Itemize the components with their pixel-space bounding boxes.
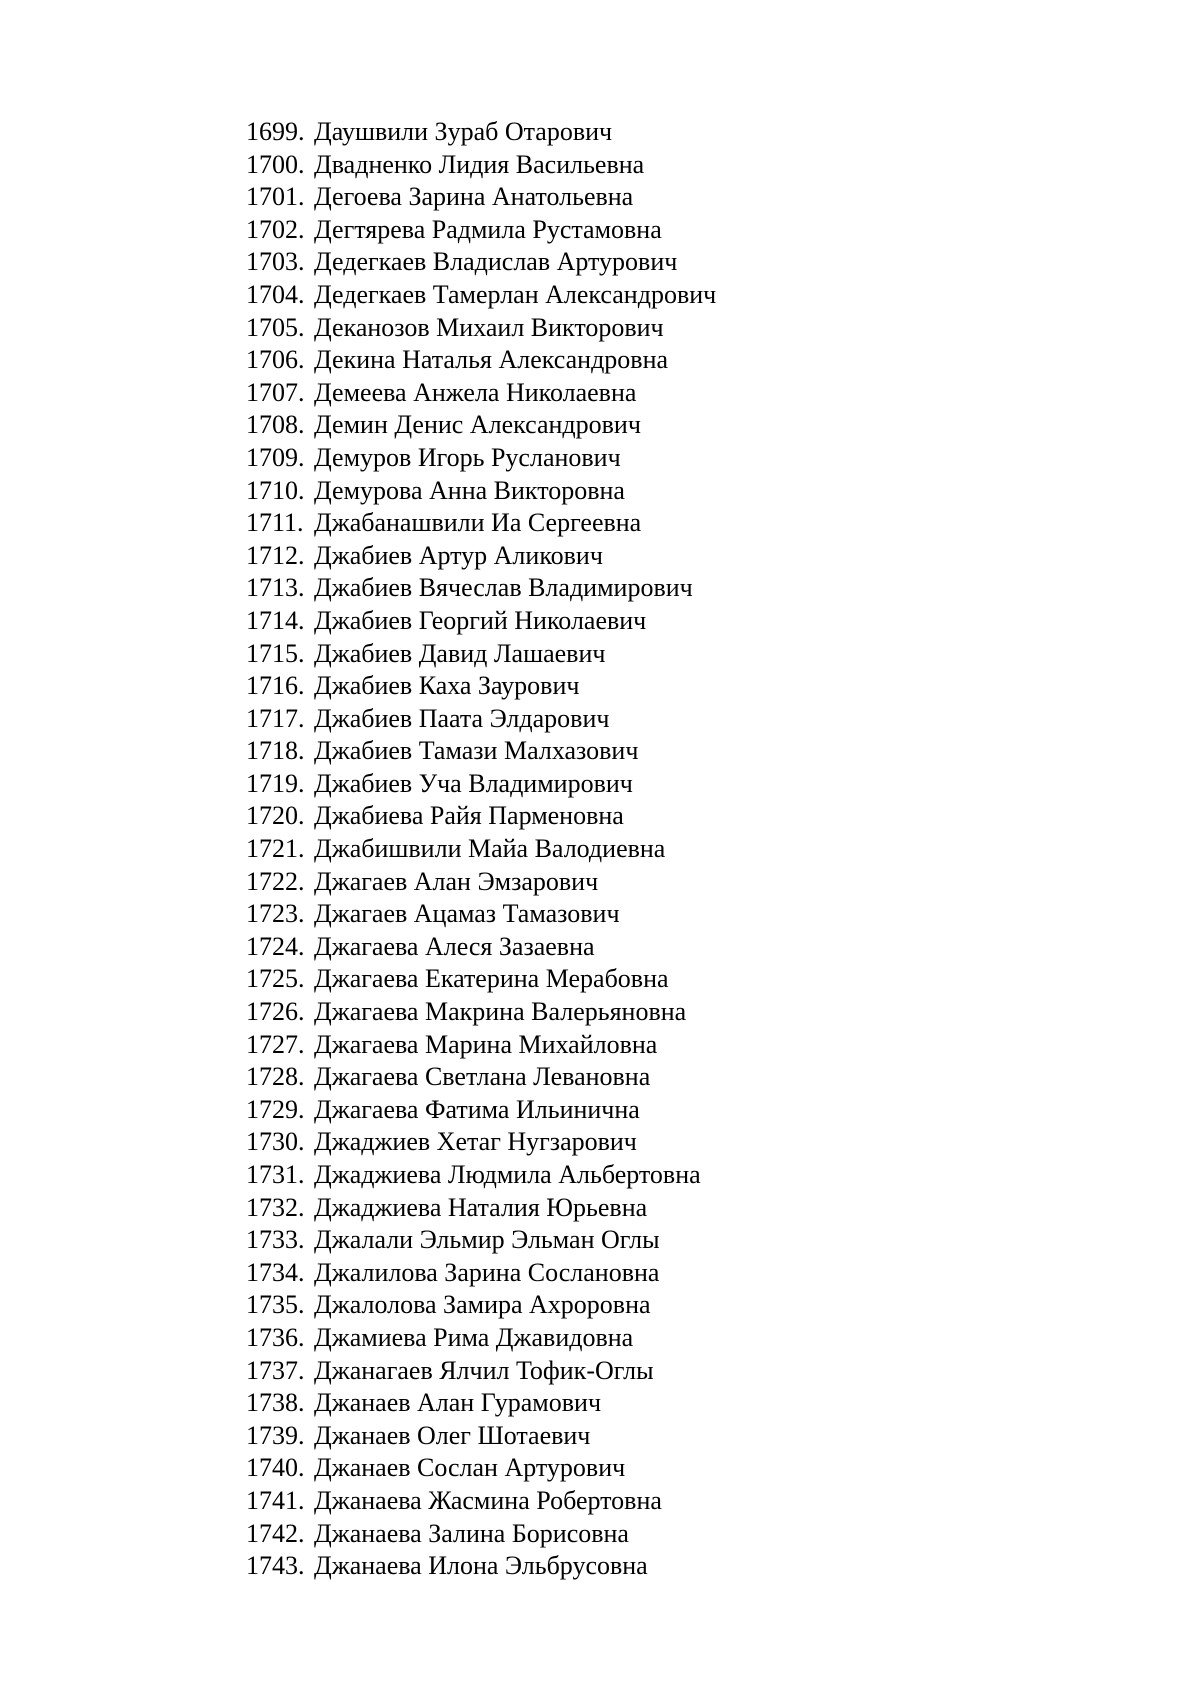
- entry-number: 1704.: [246, 279, 305, 309]
- entry-number: 1706.: [246, 345, 305, 375]
- entry-number: 1699.: [246, 117, 305, 146]
- list-item: [246, 963, 716, 996]
- list-item: [246, 1550, 716, 1583]
- list-item: [246, 181, 716, 214]
- entry-name: Дегоева Зарина Анатольевна: [314, 182, 634, 212]
- entry-name: Дегтярева Радмила Рустамовна: [314, 214, 662, 244]
- entry-name: Джабиев Каха Заурович: [314, 671, 580, 701]
- entry-name: Джабиев Уча Владимирович: [314, 768, 633, 798]
- list-item: [246, 735, 716, 768]
- entry-name: Джагаева Алеся Зазаевна: [314, 931, 595, 961]
- entry-number: 1733.: [246, 1225, 305, 1255]
- entry-name: Джалилова Зарина Сослановна: [314, 1257, 660, 1287]
- list-item: [246, 1094, 716, 1127]
- entry-name: Джалали Эльмир Эльман Оглы: [314, 1225, 660, 1255]
- entry-name: Джанаева Залина Борисовна: [314, 1518, 629, 1548]
- list-item: [246, 1322, 716, 1355]
- entry-number: 1736.: [246, 1322, 305, 1352]
- entry-name: Джабиев Тамази Малхазович: [314, 736, 639, 766]
- list-item: [246, 1257, 716, 1290]
- entry-number: 1715.: [246, 638, 305, 668]
- list-item: [246, 214, 716, 247]
- entry-name: Джаджиев Хетаг Нугзарович: [314, 1127, 637, 1157]
- list-item: [246, 1126, 716, 1159]
- entry-name: Джабиева Райя Парменовна: [314, 801, 624, 831]
- entry-number: 1705.: [246, 312, 305, 342]
- list-item: [246, 703, 716, 736]
- entry-number: 1741.: [246, 1485, 305, 1515]
- entry-name: Джабиев Паата Элдарович: [314, 703, 610, 733]
- entry-number: 1729.: [246, 1094, 305, 1124]
- entry-name: Джаджиева Людмила Альбертовна: [314, 1160, 701, 1189]
- list-item: [246, 670, 716, 703]
- entry-name: Джанаев Сослан Артурович: [314, 1453, 626, 1483]
- entry-name: Джанагаев Ялчил Тофик-Оглы: [314, 1355, 654, 1385]
- entry-number: 1742.: [246, 1518, 305, 1548]
- list-item: [246, 866, 716, 899]
- entry-number: 1722.: [246, 866, 305, 896]
- entry-number: 1708.: [246, 410, 305, 440]
- list-item: [246, 1192, 716, 1225]
- list-item: [246, 344, 716, 377]
- entry-name: Джабиев Георгий Николаевич: [314, 605, 647, 635]
- entry-number: 1724.: [246, 931, 305, 961]
- entry-number: 1702.: [246, 214, 305, 244]
- entry-name: Джагаева Макрина Валерьяновна: [314, 997, 687, 1027]
- entry-number: 1723.: [246, 899, 305, 929]
- list-item: [246, 800, 716, 833]
- entry-number: 1740.: [246, 1453, 305, 1483]
- entry-name: Джагаева Марина Михайловна: [314, 1029, 658, 1059]
- list-item: [246, 768, 716, 801]
- entry-number: 1700.: [246, 149, 305, 179]
- list-item: [246, 1420, 716, 1453]
- entry-number: 1713.: [246, 573, 305, 603]
- list-item: [246, 638, 716, 671]
- entry-name: Джаджиева Наталия Юрьевна: [314, 1192, 648, 1222]
- list-item: [246, 377, 716, 410]
- list-item: [246, 1452, 716, 1485]
- entry-name: Джагаева Светлана Левановна: [314, 1062, 651, 1092]
- entry-name: Даушвили Зураб Отарович: [314, 117, 613, 146]
- list-item: [246, 572, 716, 605]
- entry-number: 1718.: [246, 736, 305, 766]
- list-item: [246, 312, 716, 345]
- name-list: [246, 116, 716, 1583]
- entry-number: 1743.: [246, 1551, 305, 1581]
- entry-name: Джанаев Олег Шотаевич: [314, 1420, 591, 1450]
- list-item: [246, 116, 716, 149]
- entry-name: Демин Денис Александрович: [314, 410, 641, 440]
- list-item: [246, 1485, 716, 1518]
- list-item: [246, 1355, 716, 1388]
- entry-number: 1727.: [246, 1029, 305, 1059]
- entry-number: 1735.: [246, 1290, 305, 1320]
- list-item: [246, 442, 716, 475]
- list-item: [246, 149, 716, 182]
- list-item: [246, 279, 716, 312]
- entry-name: Двадненко Лидия Васильевна: [314, 149, 645, 179]
- entry-number: 1717.: [246, 703, 305, 733]
- entry-number: 1710.: [246, 475, 305, 505]
- entry-name: Джагаева Екатерина Мерабовна: [314, 964, 669, 994]
- list-item: [246, 931, 716, 964]
- entry-name: Джанаева Жасмина Робертовна: [314, 1485, 662, 1515]
- entry-name: Джанаев Алан Гурамович: [314, 1388, 602, 1418]
- entry-number: 1739.: [246, 1420, 305, 1450]
- entry-name: Джанаева Илона Эльбрусовна: [314, 1551, 648, 1581]
- entry-number: 1725.: [246, 964, 305, 994]
- entry-name: Демуров Игорь Русланович: [314, 442, 621, 472]
- entry-name: Декина Наталья Александровна: [314, 345, 669, 375]
- entry-number: 1701.: [246, 182, 305, 212]
- list-item: [246, 507, 716, 540]
- entry-name: Деканозов Михаил Викторович: [314, 312, 664, 342]
- entry-number: 1720.: [246, 801, 305, 831]
- list-item: [246, 898, 716, 931]
- list-item: [246, 1061, 716, 1094]
- list-item: [246, 1289, 716, 1322]
- entry-number: 1738.: [246, 1388, 305, 1418]
- entry-name: Джагаева Фатима Ильинична: [314, 1094, 640, 1124]
- list-item: [246, 540, 716, 573]
- entry-name: Джамиева Рима Джавидовна: [314, 1322, 634, 1352]
- entry-name: Дедегкаев Тамерлан Александрович: [314, 279, 717, 309]
- entry-number: 1730.: [246, 1127, 305, 1157]
- entry-name: Джагаев Ацамаз Тамазович: [314, 899, 620, 929]
- entry-name: Демеева Анжела Николаевна: [314, 377, 637, 407]
- entry-number: 1728.: [246, 1062, 305, 1092]
- entry-name: Джабиев Вячеслав Владимирович: [314, 573, 693, 603]
- entry-name: Джабишвили Майа Валодиевна: [314, 834, 666, 864]
- list-item: [246, 409, 716, 442]
- list-item: [246, 1224, 716, 1257]
- entry-name: Джалолова Замира Ахроровна: [314, 1290, 651, 1320]
- entry-name: Джабиев Артур Аликович: [314, 540, 603, 570]
- entry-number: 1711.: [246, 508, 304, 538]
- list-item: [246, 1159, 716, 1192]
- entry-number: 1703.: [246, 247, 305, 277]
- entry-number: 1709.: [246, 442, 305, 472]
- list-item: [246, 246, 716, 279]
- entry-name: Джабанашвили Иа Сергеевна: [314, 508, 642, 538]
- entry-number: 1719.: [246, 768, 305, 798]
- list-item: [246, 1518, 716, 1551]
- entry-name: Дедегкаев Владислав Артурович: [314, 247, 678, 277]
- entry-name: Джабиев Давид Лашаевич: [314, 638, 606, 668]
- entry-number: 1712.: [246, 540, 305, 570]
- entry-number: 1721.: [246, 834, 305, 864]
- entry-name: Демурова Анна Викторовна: [314, 475, 625, 505]
- entry-number: 1734.: [246, 1257, 305, 1287]
- list-item: [246, 833, 716, 866]
- entry-number: 1732.: [246, 1192, 305, 1222]
- entry-name: Джагаев Алан Эмзарович: [314, 866, 599, 896]
- list-item: [246, 996, 716, 1029]
- list-item: [246, 1029, 716, 1062]
- entry-number: 1707.: [246, 377, 305, 407]
- entry-number: 1714.: [246, 605, 305, 635]
- list-item: [246, 1387, 716, 1420]
- entry-number: 1716.: [246, 671, 305, 701]
- entry-number: 1726.: [246, 997, 305, 1027]
- list-item: [246, 605, 716, 638]
- entry-number: 1731.: [246, 1160, 305, 1189]
- list-item: [246, 475, 716, 508]
- entry-number: 1737.: [246, 1355, 305, 1385]
